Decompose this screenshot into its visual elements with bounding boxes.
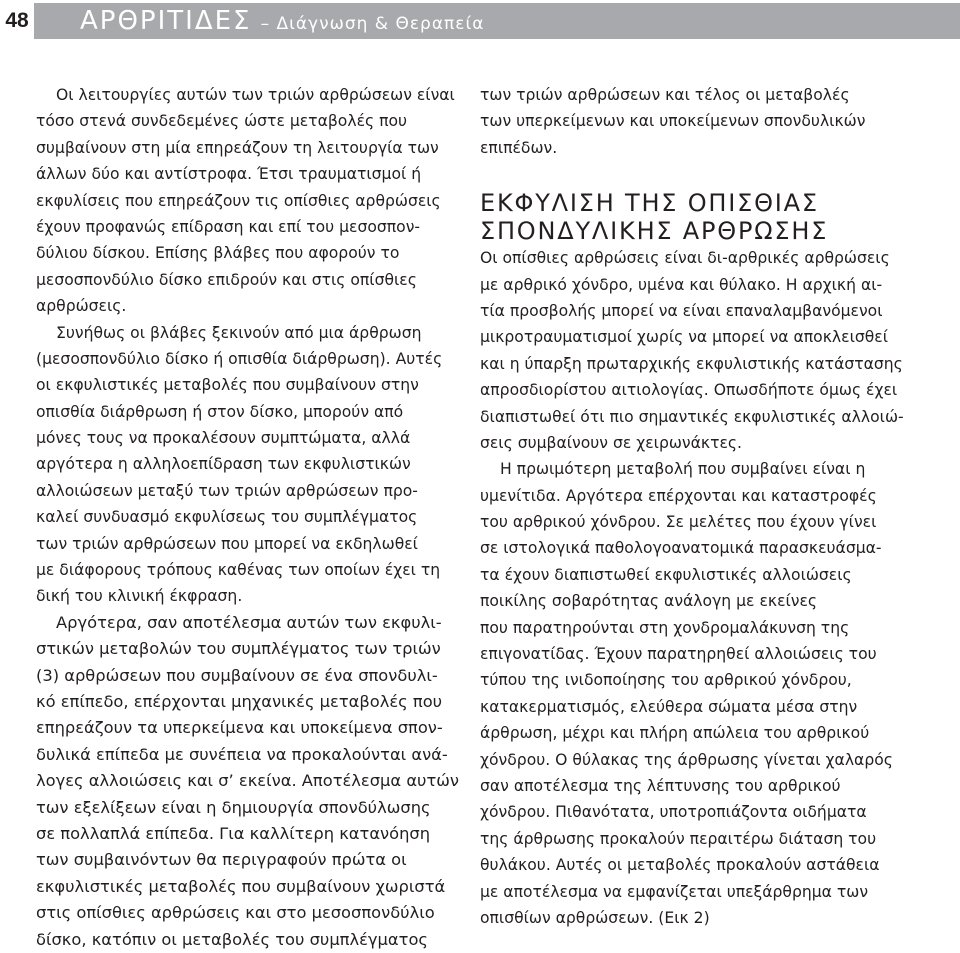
text-line: του αρθρικού χόνδρου. Σε μελέτες που έχουν γίνει [480, 513, 877, 532]
text-line: διαπιστωθεί ότι πιο σημαντικές εκφυλιστικές αλλοιώ- [480, 407, 904, 426]
text-line: με αποτέλεσμα να εμφανίζεται υπεξάρθρημα των [480, 882, 869, 901]
text-line: των υπερκείμενων και υποκείμενων σπονδυλικών [480, 112, 866, 131]
text-line: τύπου της ινιδοποίησης του αρθρικού χόνδρου, [480, 671, 852, 690]
text-line: των τριών αρθρώσεων και τέλος οι μεταβολές [480, 86, 850, 104]
text-line: στις οπίσθιες αρθρώσεις και στο μεσοσπονδύλιο [36, 903, 435, 923]
text-line: οι εκφυλιστικές μεταβολές που συμβαίνουν στην [36, 376, 419, 395]
text-line: σεις συμβαίνουν σε χειρωνάκτες. [480, 433, 743, 452]
text-line: των εξελίξεων είναι η δημιουργία σπονδύλωσης [36, 797, 431, 817]
text-line: έχουν προφανώς επίδραση και επί του μεσοσπον- [36, 217, 421, 236]
text-line: τόσο στενά συνδεδεμένες ώστε μεταβολές που [36, 112, 408, 131]
text-line: με αρθρικό χόνδρο, υμένα και θύλακο. Η αρχική αι- [480, 275, 883, 294]
text-line: των τριών αρθρώσεων που μπορεί να εκδηλωθεί [36, 534, 418, 553]
text-line: τα έχουν διαπιστωθεί εκφυλιστικές αλλοιώσεις [480, 565, 852, 584]
text-line: απροσδιορίστου αιτιολογίας. Οπωσδήποτε όμως έχει [480, 381, 898, 400]
right-column [480, 82, 940, 931]
text-line: σε ιστολογικά παθολογοανατομικά παρασκευάσμα- [480, 539, 882, 558]
text-line: επηρεάζουν τα υπερκείμενα και υποκείμενα σπον- [36, 718, 443, 738]
text-line: δίσκο, κατόπιν οι μεταβολές του συμπλέγματος [36, 929, 428, 949]
text-line: τία προσβολής μπορεί να είναι επαναλαμβανόμενοι [480, 301, 883, 320]
text-line: Οι λειτουργίες αυτών των τριών αρθρώσεων είναι [56, 86, 455, 104]
text-line: χόνδρου. Πιθανότατα, υποτροπιάζοντα οιδήματα [480, 803, 867, 822]
page-header [0, 0, 960, 42]
right-column-body [480, 245, 940, 931]
section-gap [480, 161, 940, 189]
text-line: κό επίπεδο, επέρχονται μηχανικές μεταβολές που [36, 691, 443, 711]
text-line: λογες αλλοιώσεις και σ’ εκείνα. Αποτέλεσμα αυτών [36, 771, 460, 791]
text-line: συμβαίνουν στη μία επηρεάζουν τη λειτουργία των [36, 138, 439, 157]
running-title [80, 3, 484, 39]
text-line: Αργότερα, σαν αποτέλεσμα αυτών των εκφυλι- [56, 612, 442, 632]
text-line: μεσοσπονδύλιο δίσκο επιδρούν και στις οπίσθιες [36, 270, 417, 289]
text-line: εκφυλίσεις που επηρεάζουν τις οπίσθιες αρθρώσεις [36, 191, 441, 210]
text-line: Συνήθως οι βλάβες ξεκινούν από μια άρθρωση [56, 323, 422, 342]
header-bar [34, 3, 960, 39]
text-line: και η ύπαρξη πρωταρχικής εκφυλιστικής κατάστασης [480, 354, 903, 373]
page-number: 48 [5, 9, 29, 32]
section-heading-line-1: ΕΚΦΥΛΙΣΗ ΤΗΣ ΟΠΙΣΘΙΑΣ [480, 189, 819, 218]
text-line: στικών μεταβολών του συμπλέγματος των τριών [36, 639, 441, 659]
book-title: ΑΡΘΡΙΤΙΔΕΣ [80, 6, 252, 36]
text-line: υμενίτιδα. Αργότερα επέρχονται και καταστροφές [480, 486, 877, 505]
right-column-intro [480, 82, 940, 161]
text-line: δύλιου δίσκου. Επίσης βλάβες που αφορούν το [36, 244, 400, 263]
text-line: Η πρωιμότερη μεταβολή που συμβαίνει είναι η [500, 460, 866, 479]
text-line: δυλικά επίπεδα με συνέπεια να προκαλούνται ανά- [36, 744, 448, 764]
text-line: (μεσοσπονδύλιο δίσκο ή οπισθία διάρθρωση). Αυτές [36, 349, 443, 368]
text-line: σαν αποτέλεσμα της λέπτυνσης του αρθρικού [480, 776, 841, 795]
text-line: χόνδρου. Ο θύλακας της άρθρωσης γίνεται χαλαρός [480, 750, 893, 769]
text-line: αρθρώσεις. [36, 297, 127, 316]
text-line: εκφυλιστικές μεταβολές που συμβαίνουν χωριστά [36, 876, 446, 896]
left-column [36, 82, 468, 953]
text-line: επιγονατίδας. Έχουν παρατηρηθεί αλλοιώσεις του [480, 645, 877, 664]
text-line: οπισθίων αρθρώσεων. (Εικ 2) [480, 908, 710, 927]
text-line: άλλων δύο και αντίστροφα. Έτσι τραυματισμοί ή [36, 165, 422, 184]
text-line: κατακερματισμός, ελεύθερα σώματα μέσα στην [480, 697, 858, 716]
text-line: επιπέδων. [480, 138, 558, 157]
text-line: σε πολλαπλά επίπεδα. Για καλλίτερη κατανόηση [36, 823, 431, 843]
text-line: της άρθρωσης προκαλούν περαιτέρω διάταση του [480, 829, 877, 848]
text-line: μόνες τους να προκαλέσουν συμπτώματα, αλλά [36, 429, 411, 448]
text-line: Οι οπίσθιες αρθρώσεις είναι δι-αρθρικές αρθρώσεις [480, 249, 890, 268]
text-line: οπισθία διάρθρωση ή στον δίσκο, μπορούν από [36, 402, 404, 421]
text-line: των συμβαινόντων θα περιγραφούν πρώτα οι [36, 850, 407, 870]
text-line: θυλάκου. Αυτές οι μεταβολές προκαλούν αστάθεια [480, 856, 880, 875]
text-line: μικροτραυματισμοί χωρίς να μπορεί να αποκλεισθεί [480, 328, 888, 347]
text-line: άρθρωση, μέχρι και πλήρη απώλεια του αρθρικού [480, 724, 870, 743]
text-line: αλλοιώσεων μεταξύ των τριών αρθρώσεων προ- [36, 481, 418, 500]
section-heading-line-2: ΣΠΟΝΔΥΛΙΚΗΣ ΑΡΘΡΩΣΗΣ [480, 217, 829, 246]
text-line: με διάφορους τρόπους καθένας των οποίων έχει τη [36, 561, 441, 580]
text-line: (3) αρθρώσεων που συμβαίνουν σε ένα σπονδυλι- [36, 665, 438, 685]
text-line: αργότερα η αλληλοεπίδραση των εκφυλιστικών [36, 455, 411, 474]
text-line: καλεί συνδυασμό εκφυλίσεως του συμπλέγματος [36, 508, 418, 527]
text-line: δική του κλινική έκφραση. [36, 587, 243, 606]
text-line: που παρατηρούνται στη χονδρομαλάκυνση της [480, 618, 850, 637]
book-subtitle: – Διάγνωση & Θεραπεία [260, 14, 485, 34]
text-line: ποικίλης σοβαρότητας ανάλογη με εκείνες [480, 592, 818, 611]
